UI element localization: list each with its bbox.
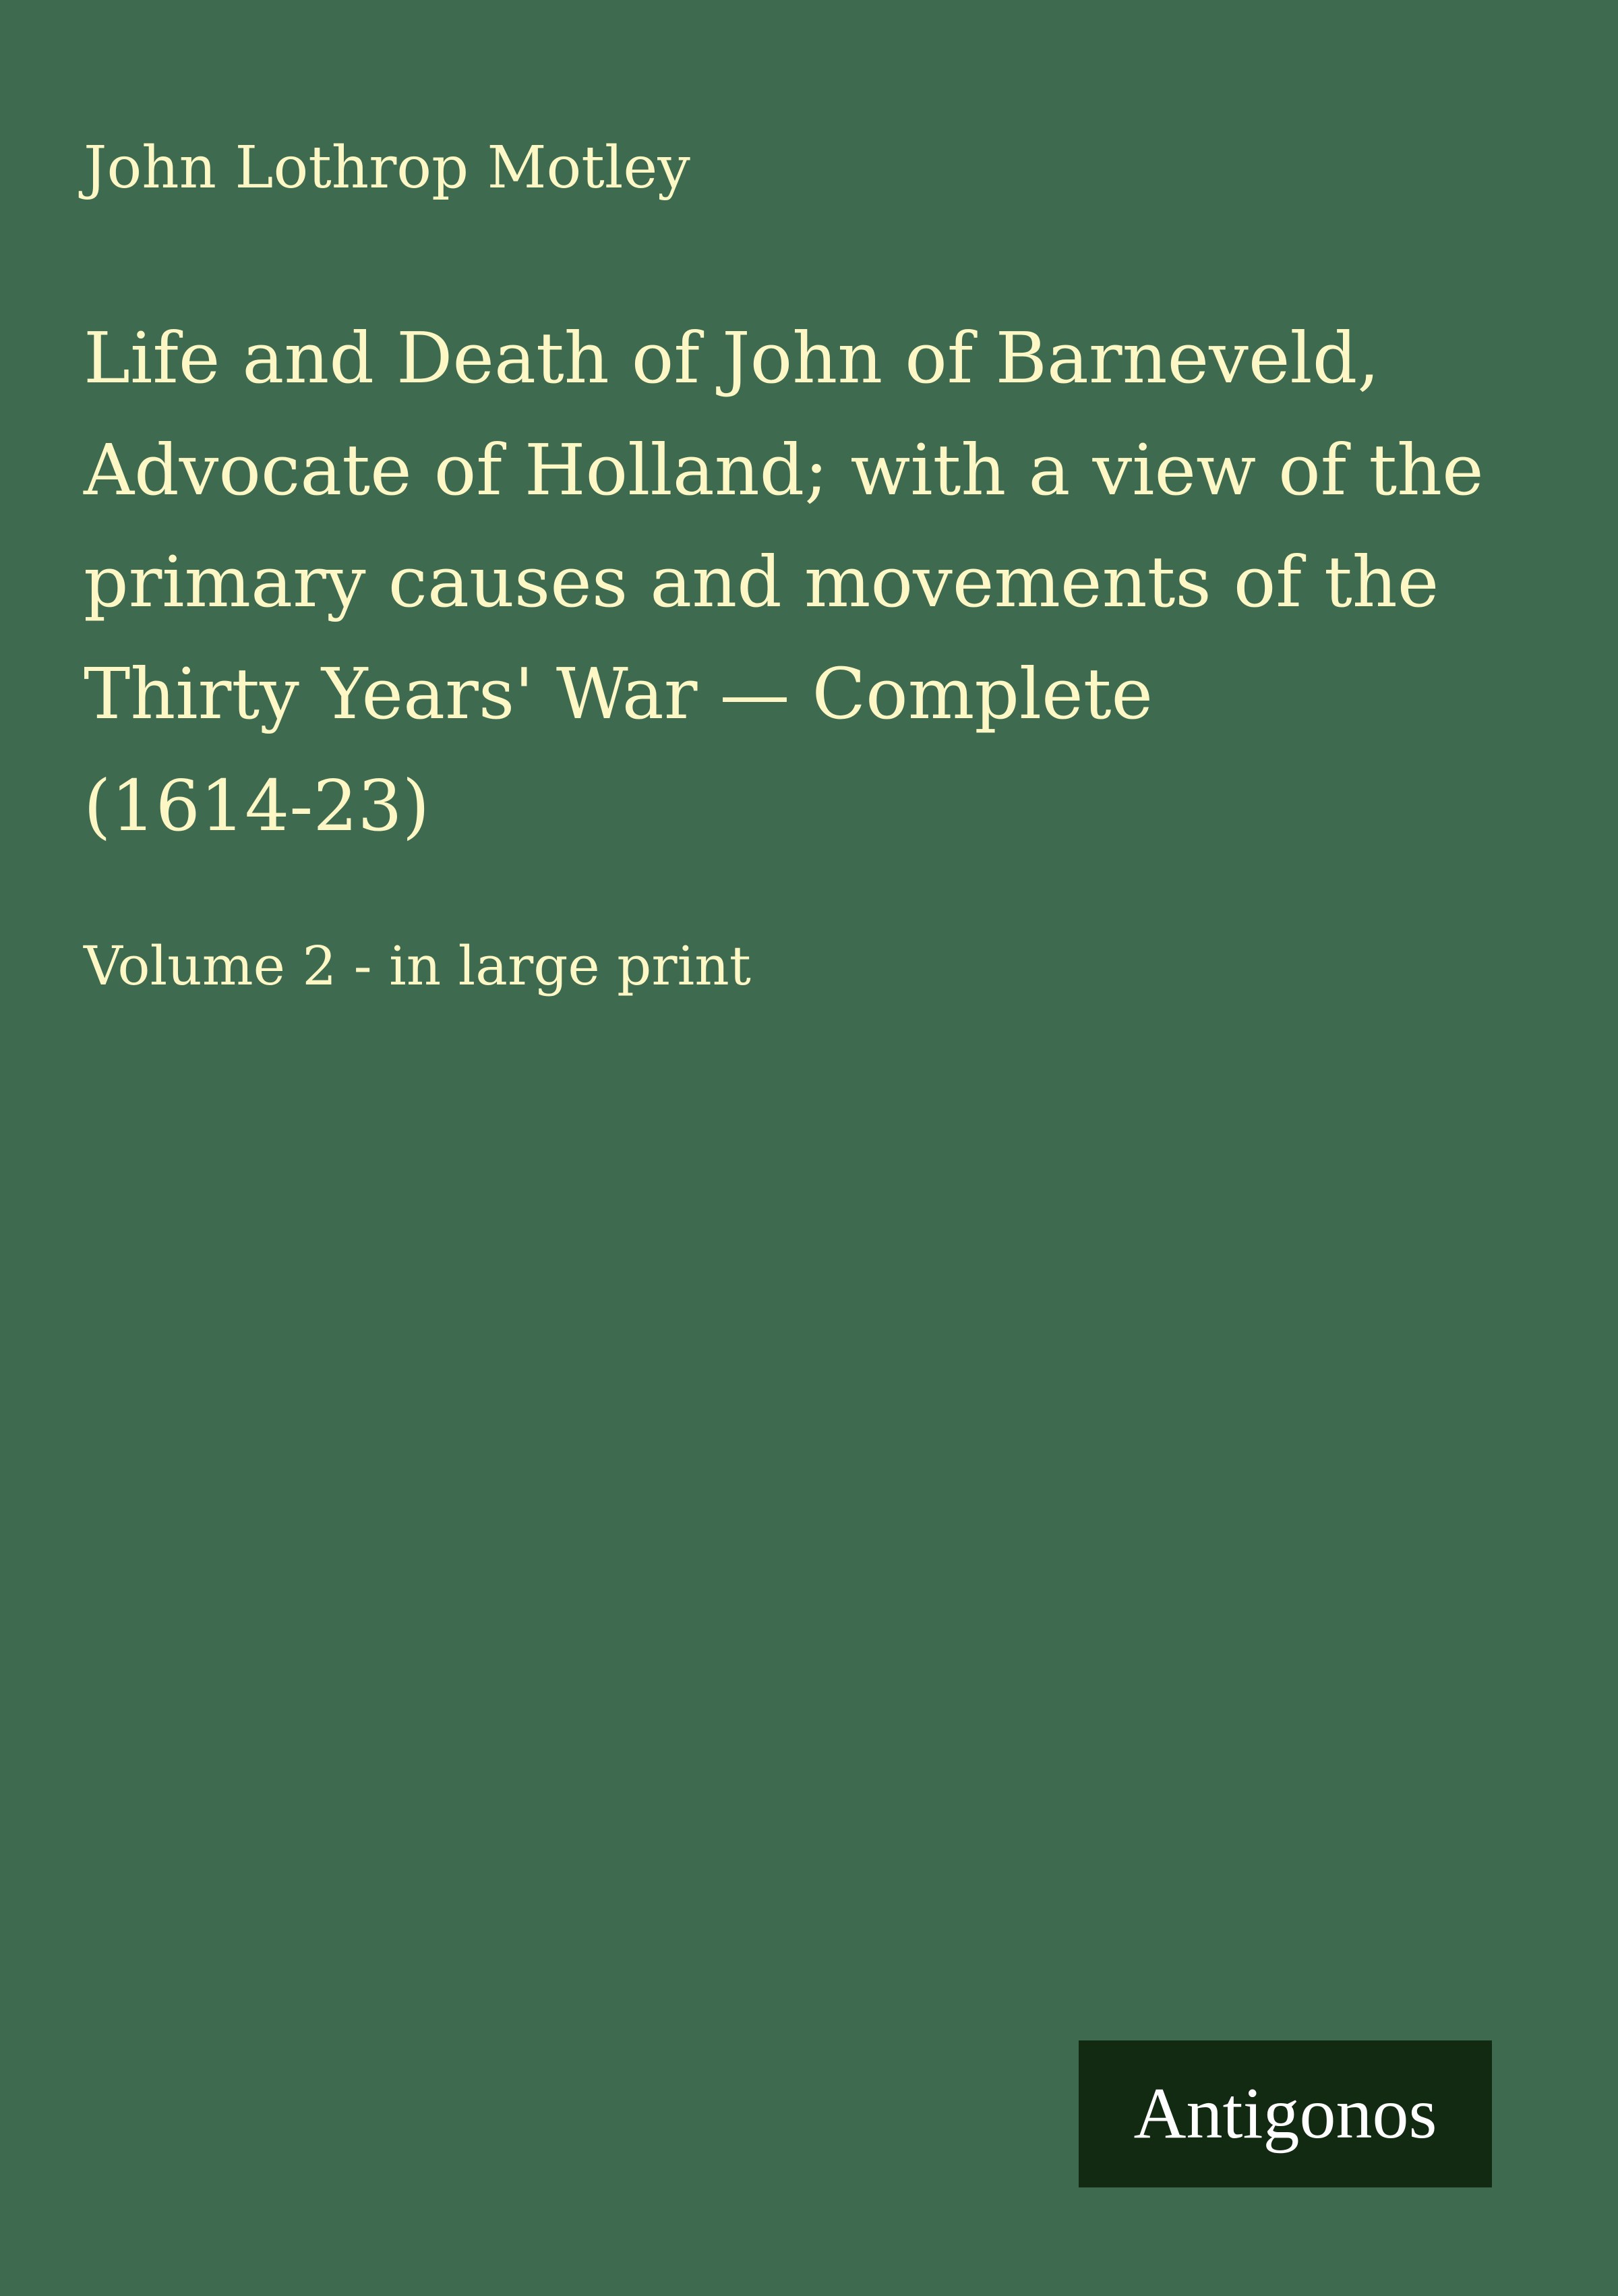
author-name: John Lothrop Motley: [84, 134, 690, 202]
publisher-name: Antigonos: [1133, 2073, 1437, 2154]
title-line: Thirty Years' War — Complete: [84, 653, 1153, 735]
book-title: [84, 302, 1540, 862]
publisher-badge: [1079, 2040, 1492, 2187]
book-subtitle: Volume 2 - in large print: [84, 935, 751, 997]
title-line: (1614-23): [84, 765, 430, 847]
title-line: primary causes and movements of the: [84, 541, 1439, 623]
title-line: Advocate of Holland; with a view of the: [84, 429, 1484, 511]
title-line: Life and Death of John of Barneveld,: [84, 317, 1380, 399]
